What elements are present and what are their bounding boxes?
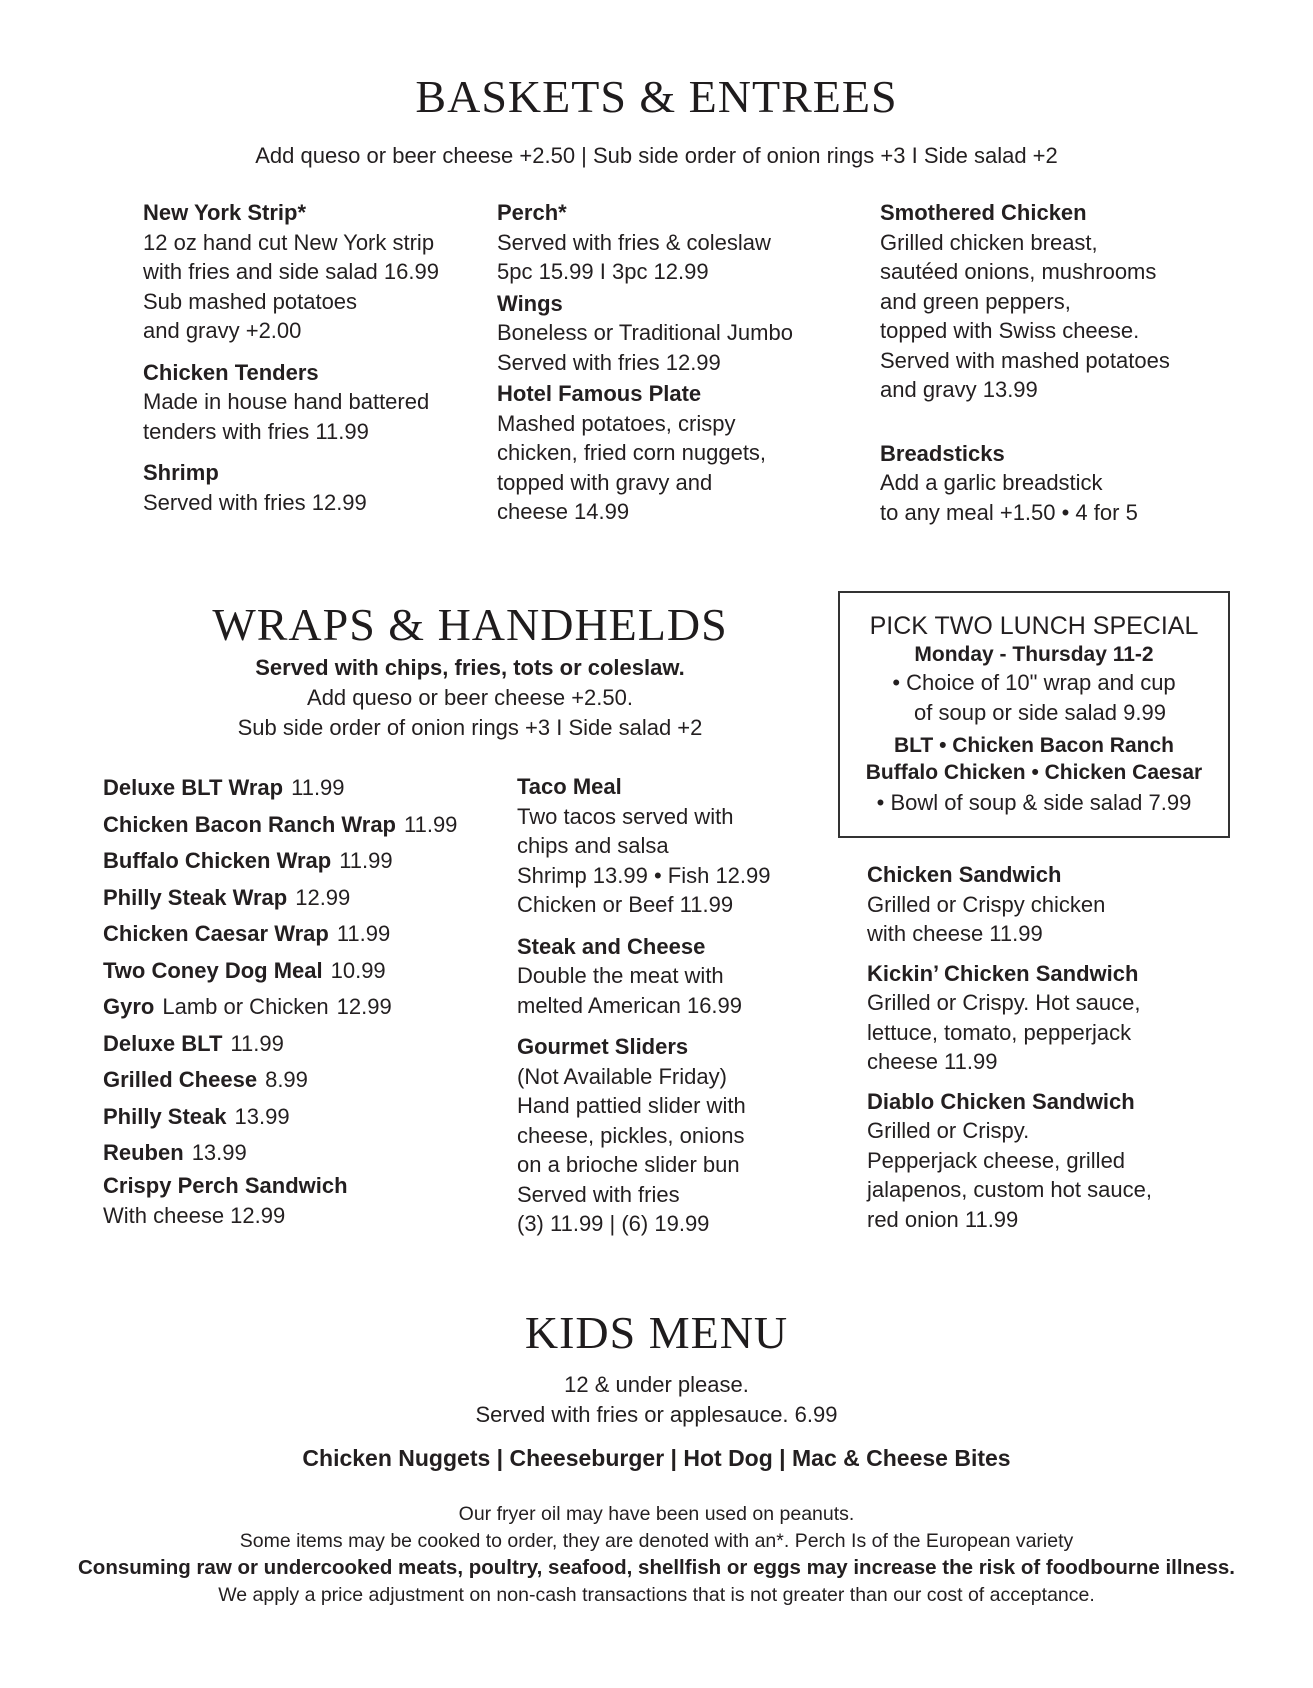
menu-list-row xyxy=(103,916,457,953)
item-name: Philly Steak xyxy=(103,1103,227,1129)
item-description-line: sautéed onions, mushrooms xyxy=(880,259,1157,284)
item-price: 10.99 xyxy=(330,957,386,983)
item-name: Perch* xyxy=(497,200,567,225)
baskets-section-title: BASKETS & ENTREES xyxy=(415,71,898,122)
item-name: Deluxe BLT Wrap xyxy=(103,775,284,800)
item-description-line: and green peppers, xyxy=(880,288,1071,314)
lunch-special-option-1-cont: of soup or side salad 9.99 xyxy=(914,700,1166,725)
lunch-special-option-1: • Choice of 10" wrap and cup xyxy=(892,670,1176,695)
menu-item xyxy=(143,458,439,517)
item-name: Grilled Cheese xyxy=(103,1067,258,1092)
wraps-section-title: WRAPS & HANDHELDS xyxy=(212,599,728,650)
baskets-column-3 xyxy=(880,198,1170,527)
footer-price-adjustment-note: We apply a price adjustment on non-cash transactions that is not greater than our cost of acceptance. xyxy=(218,1584,1095,1606)
item-price: 12.99 xyxy=(295,884,351,910)
kids-served-with: Served with fries or applesauce. 6.99 xyxy=(475,1402,838,1427)
lunch-special-wrap-choices-1: BLT • Chicken Bacon Ranch xyxy=(893,734,1174,757)
item-description-line: and gravy 13.99 xyxy=(880,377,1038,402)
item-description-line: (Not Available Friday) xyxy=(517,1063,727,1089)
item-description-line: 12 oz hand cut New York strip xyxy=(143,229,435,255)
item-name: Crispy Perch Sandwich xyxy=(103,1173,348,1198)
footer-cooked-to-order-note: Some items may be cooked to order, they are denoted with an*. Perch Is of the European variety xyxy=(239,1530,1074,1552)
item-price: 11.99 xyxy=(404,811,458,837)
item-name: Steak and Cheese xyxy=(517,933,706,959)
item-name: Chicken Caesar Wrap xyxy=(103,921,329,946)
menu-item xyxy=(517,932,771,1021)
item-name: Kickin’ Chicken Sandwich xyxy=(867,960,1139,986)
item-description-line: on a brioche slider bun xyxy=(517,1152,740,1177)
item-price: 11.99 xyxy=(291,775,345,800)
item-description-line: cheese, pickles, onions xyxy=(517,1122,745,1148)
wraps-price-list xyxy=(103,770,457,1172)
lunch-special-title: PICK TWO LUNCH SPECIAL xyxy=(869,612,1199,640)
item-description-line: Served with fries 12.99 xyxy=(497,349,721,375)
item-name: Two Coney Dog Meal xyxy=(103,957,323,983)
menu-list-row xyxy=(103,1099,457,1136)
baskets-addons: Add queso or beer cheese +2.50 | Sub side order of onion rings +3 I Side salad +2 xyxy=(255,143,1058,168)
item-description-line: Served with fries xyxy=(517,1181,680,1207)
menu-item xyxy=(497,198,793,287)
item-description-line: Sub mashed potatoes xyxy=(143,288,358,314)
item-price: 11.99 xyxy=(230,1030,284,1056)
menu-list-row xyxy=(103,1062,457,1099)
item-name: Taco Meal xyxy=(517,774,622,799)
item-price: 8.99 xyxy=(265,1067,308,1092)
menu-item-crispy-perch-sandwich xyxy=(103,1171,348,1230)
baskets-column-1 xyxy=(143,198,439,517)
item-name: Shrimp xyxy=(143,460,219,485)
item-name: Chicken Sandwich xyxy=(867,862,1062,887)
item-description-line: chicken, fried corn nuggets, xyxy=(497,440,767,465)
item-name: Philly Steak Wrap xyxy=(103,884,288,910)
lunch-special-box xyxy=(838,591,1230,838)
item-description-line: tenders with fries 11.99 xyxy=(143,418,369,444)
item-description-line: Add a garlic breadstick xyxy=(880,470,1103,495)
item-description-line: Served with fries & coleslaw xyxy=(497,229,771,255)
kids-items: Chicken Nuggets | Cheeseburger | Hot Dog | Mac & Cheese Bites xyxy=(302,1445,1011,1471)
item-name: Breadsticks xyxy=(880,440,1005,466)
item-detail: Lamb or Chicken xyxy=(162,994,329,1019)
item-description-line: topped with Swiss cheese. xyxy=(880,318,1140,343)
item-description-line: with cheese 11.99 xyxy=(867,921,1043,946)
item-description-line: to any meal +1.50 • 4 for 5 xyxy=(880,499,1138,525)
item-description-line: and gravy +2.00 xyxy=(143,318,302,343)
item-description-line: topped with gravy and xyxy=(497,469,713,495)
item-name: Chicken Bacon Ranch Wrap xyxy=(103,811,396,837)
menu-list-row xyxy=(103,770,457,807)
item-description-line: 5pc 15.99 I 3pc 12.99 xyxy=(497,259,709,284)
menu-item xyxy=(143,358,439,447)
item-description-line: cheese 14.99 xyxy=(497,499,630,524)
item-description-line: Two tacos served with xyxy=(517,803,734,829)
item-name: Reuben xyxy=(103,1140,184,1165)
lunch-special-option-2: • Bowl of soup & side salad 7.99 xyxy=(876,790,1192,815)
lunch-special-wrap-choices-2: Buffalo Chicken • Chicken Caesar xyxy=(865,761,1203,784)
wraps-column-3 xyxy=(867,860,1152,1234)
item-price: 12.99 xyxy=(336,994,392,1019)
item-description-line: melted American 16.99 xyxy=(517,992,743,1018)
menu-item xyxy=(497,289,793,378)
menu-item xyxy=(880,439,1170,528)
item-description-line: Mashed potatoes, crispy xyxy=(497,410,736,436)
item-description-line: Hand pattied slider with xyxy=(517,1093,746,1118)
item-name: Chicken Tenders xyxy=(143,359,319,385)
menu-list-row xyxy=(103,843,457,880)
menu-item xyxy=(143,198,439,346)
menu-item xyxy=(867,860,1152,949)
footer-peanut-note: Our fryer oil may have been used on peanuts. xyxy=(458,1503,855,1525)
menu-list-row xyxy=(103,807,457,844)
menu-list-row xyxy=(103,953,457,990)
item-name: Hotel Famous Plate xyxy=(497,381,702,406)
kids-section-title: KIDS MENU xyxy=(524,1307,789,1358)
item-description-line: (3) 11.99 | (6) 19.99 xyxy=(517,1211,710,1236)
menu-item xyxy=(867,959,1152,1077)
menu-item xyxy=(867,1087,1152,1235)
menu-list-row xyxy=(103,880,457,917)
baskets-column-2 xyxy=(497,198,793,527)
item-description-line: Pepperjack cheese, grilled xyxy=(867,1147,1126,1173)
item-price: 11.99 xyxy=(336,921,391,946)
item-description-line: cheese 11.99 xyxy=(867,1049,998,1074)
item-name: Wings xyxy=(497,290,563,316)
item-name: Diablo Chicken Sandwich xyxy=(867,1088,1135,1114)
wraps-addon-sides: Sub side order of onion rings +3 I Side salad +2 xyxy=(237,715,703,740)
menu-item xyxy=(497,379,793,527)
item-price: 13.99 xyxy=(191,1140,247,1165)
item-name: Gyro xyxy=(103,994,155,1019)
item-description-line: red onion 11.99 xyxy=(867,1206,1019,1232)
menu-item xyxy=(880,198,1170,405)
menu-item xyxy=(517,1032,771,1239)
item-name: Deluxe BLT xyxy=(103,1030,223,1056)
item-description-line: jalapenos, custom hot sauce, xyxy=(867,1177,1152,1202)
menu-list-row xyxy=(103,1026,457,1063)
wraps-addon-cheese: Add queso or beer cheese +2.50. xyxy=(307,685,633,710)
menu-list-row xyxy=(103,989,457,1026)
lunch-special-days: Monday - Thursday 11-2 xyxy=(914,643,1154,666)
item-description-line: chips and salsa xyxy=(517,833,669,858)
item-description-line: Double the meat with xyxy=(517,963,724,988)
item-description-line: Served with fries 12.99 xyxy=(143,489,367,515)
menu-list-row xyxy=(103,1135,457,1172)
item-description-line: Boneless or Traditional Jumbo xyxy=(497,320,793,345)
wraps-column-2 xyxy=(517,772,771,1239)
item-price: 13.99 xyxy=(234,1103,290,1129)
item-price: 11.99 xyxy=(339,848,393,873)
footer-health-warning: Consuming raw or undercooked meats, poultry, seafood, shellfish or eggs may increase the risk of foodbourne illness. xyxy=(78,1556,1235,1579)
item-description-line: Chicken or Beef 11.99 xyxy=(517,892,734,917)
item-description-line: lettuce, tomato, pepperjack xyxy=(867,1019,1132,1045)
item-description: With cheese 12.99 xyxy=(103,1202,286,1228)
item-name: Gourmet Sliders xyxy=(517,1034,689,1059)
item-description-line: Grilled chicken breast, xyxy=(880,229,1098,255)
item-name: Smothered Chicken xyxy=(880,200,1087,225)
kids-age-note: 12 & under please. xyxy=(564,1372,749,1397)
menu-item xyxy=(517,772,771,920)
item-description-line: Served with mashed potatoes xyxy=(880,347,1170,373)
wraps-served-with: Served with chips, fries, tots or coleslaw. xyxy=(255,655,685,680)
item-description-line: with fries and side salad 16.99 xyxy=(143,259,439,284)
item-description-line: Grilled or Crispy. Hot sauce, xyxy=(867,990,1141,1015)
item-description-line: Grilled or Crispy. xyxy=(867,1118,1030,1143)
item-description-line: Grilled or Crispy chicken xyxy=(867,891,1106,917)
item-description-line: Made in house hand battered xyxy=(143,389,430,414)
item-name: Buffalo Chicken Wrap xyxy=(103,848,332,873)
item-description-line: Shrimp 13.99 • Fish 12.99 xyxy=(517,862,771,888)
item-name: New York Strip* xyxy=(143,200,307,225)
